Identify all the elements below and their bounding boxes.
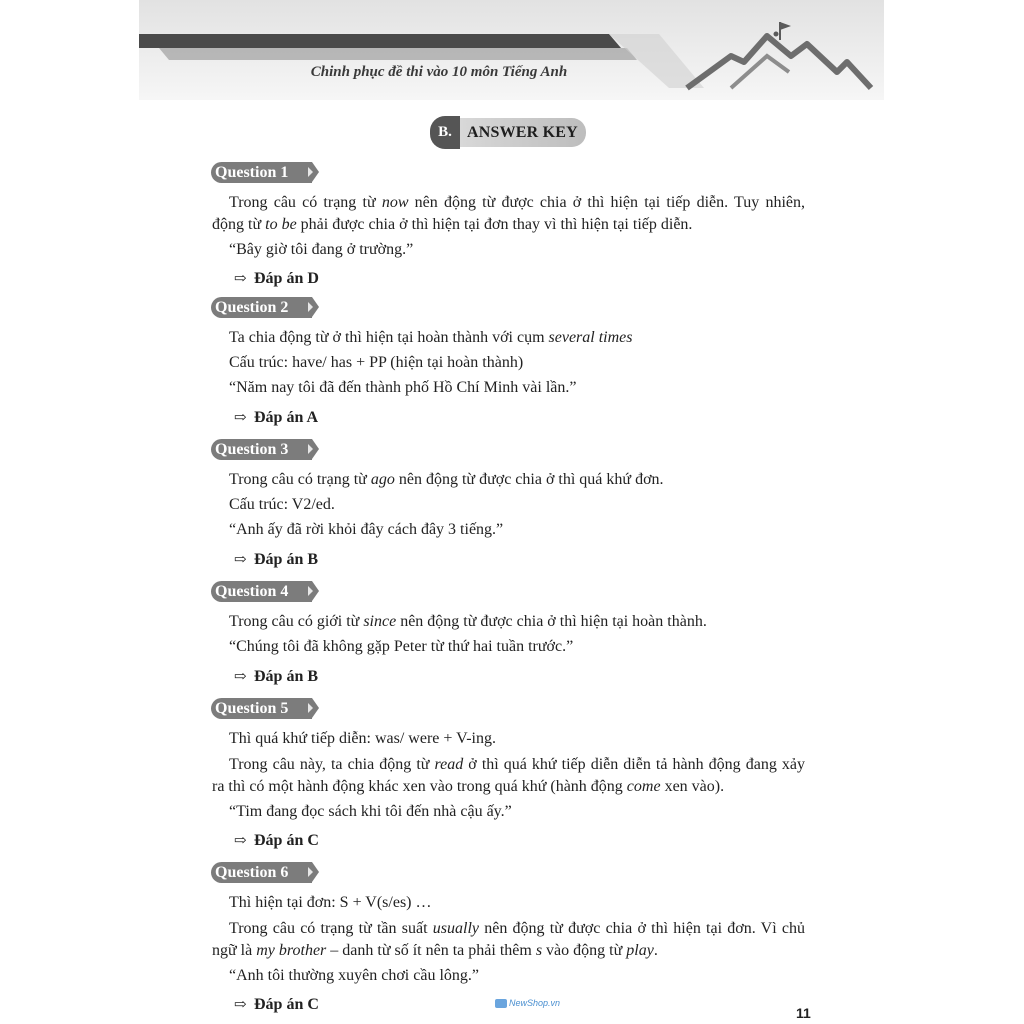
- text-segment: Ta chia động từ ở thì hiện tại hoàn thành với cụm: [229, 329, 549, 346]
- answer-line: [234, 666, 318, 688]
- right-arrow-icon: ⇨: [234, 271, 247, 287]
- explanation-line: [212, 940, 658, 962]
- question-label: [211, 162, 312, 183]
- text-segment: “Bây giờ tôi đang ở trường.”: [229, 241, 414, 258]
- header-title: Chinh phục đề thi vào 10 môn Tiếng Anh: [310, 64, 568, 80]
- text-segment: Trong câu có giới từ: [229, 613, 364, 630]
- explanation-line: [229, 892, 432, 914]
- italic-term: my brother: [256, 942, 327, 959]
- italic-term: play: [626, 942, 654, 959]
- answer-line: [234, 407, 318, 429]
- text-segment: “Anh ấy đã rời khỏi đây cách đây 3 tiếng.”: [229, 521, 504, 538]
- answer-text: Đáp án A: [254, 409, 319, 426]
- text-segment: Thì quá khứ tiếp diễn: was/ were + V-ing.: [229, 730, 496, 747]
- answer-text: Đáp án C: [254, 832, 319, 849]
- explanation-line: [229, 494, 335, 516]
- italic-term: ago: [370, 471, 395, 488]
- text-segment: “Tim đang đọc sách khi tôi đến nhà cậu ấy.”: [229, 803, 512, 820]
- translation-line: [229, 377, 576, 399]
- italic-term: several times: [548, 329, 633, 346]
- answer-line: [234, 268, 319, 290]
- text-segment: – danh từ số ít nên ta phải thêm: [326, 942, 536, 959]
- question-label-text: Question 4: [215, 583, 289, 600]
- explanation-line: [229, 352, 523, 374]
- page-number: 11: [796, 1005, 811, 1021]
- translation-line: [229, 801, 512, 823]
- question-label-text: Question 6: [215, 864, 289, 881]
- question-label-text: Question 3: [215, 441, 289, 458]
- text-segment: .: [653, 942, 658, 959]
- right-arrow-icon: ⇨: [234, 669, 247, 685]
- text-segment: Cấu trúc: V2/ed.: [229, 496, 335, 513]
- answer-text: Đáp án D: [254, 270, 319, 287]
- question-label-text: Question 5: [215, 700, 289, 717]
- answer-text: Đáp án B: [254, 551, 319, 568]
- text-segment: ở thì quá khứ tiếp diễn diễn tả hành động đang xảy: [463, 756, 805, 773]
- text-segment: Trong câu có trạng từ tần suất: [229, 920, 433, 937]
- question-label: [211, 297, 312, 318]
- watermark-text: NewShop.vn: [509, 998, 561, 1008]
- text-segment: động từ: [212, 216, 266, 233]
- answer-line: [234, 549, 318, 571]
- text-segment: vào động từ: [542, 942, 627, 959]
- text-segment: Trong câu này, ta chia động từ: [229, 756, 435, 773]
- answer-text: Đáp án B: [254, 668, 319, 685]
- answer-line: [234, 994, 319, 1016]
- text-segment: Trong câu có trạng từ: [229, 471, 371, 488]
- italic-term: s: [535, 942, 543, 959]
- answer-line: [234, 830, 319, 852]
- explanation-line: [212, 776, 724, 798]
- text-segment: phải được chia ở thì hiện tại đơn thay vì thì hiện tại tiếp diễn.: [296, 216, 693, 233]
- explanation-line: [229, 327, 633, 349]
- question-label: [211, 439, 312, 460]
- text-segment: nên động từ được chia ở thì hiện tại tiếp diễn. Tuy nhiên,: [408, 194, 806, 211]
- text-segment: Trong câu có trạng từ: [229, 194, 382, 211]
- explanation-line: [229, 754, 805, 776]
- header-decoration: [139, 0, 884, 100]
- text-segment: “Anh tôi thường xuyên chơi cầu lông.”: [229, 967, 479, 984]
- italic-term: come: [626, 778, 661, 795]
- explanation-line: [229, 611, 707, 633]
- translation-line: [229, 519, 503, 541]
- question-label: [211, 581, 312, 602]
- translation-line: [229, 239, 413, 261]
- watermark: [495, 998, 560, 1008]
- book-page: [139, 0, 884, 1024]
- text-segment: Thì hiện tại đơn: S + V(s/es) …: [229, 894, 432, 911]
- explanation-line: [212, 214, 692, 236]
- italic-term: now: [381, 194, 409, 211]
- italic-term: read: [434, 756, 464, 773]
- translation-line: [229, 965, 479, 987]
- explanation-line: [229, 728, 496, 750]
- question-label-text: Question 1: [215, 164, 289, 181]
- question-label: [211, 862, 312, 883]
- text-segment: “Chúng tôi đã không gặp Peter từ thứ hai tuần trước.”: [229, 638, 574, 655]
- text-segment: ngữ là: [212, 942, 257, 959]
- right-arrow-icon: ⇨: [234, 833, 247, 849]
- question-label-text: Question 2: [215, 299, 289, 316]
- explanation-line: [229, 192, 805, 214]
- explanation-line: [229, 469, 664, 491]
- italic-term: to be: [265, 216, 297, 233]
- section-title: ANSWER KEY: [460, 118, 586, 147]
- text-segment: xen vào).: [660, 778, 725, 795]
- explanation-line: [229, 918, 805, 940]
- text-segment: “Năm nay tôi đã đến thành phố Hồ Chí Minh vài lần.”: [229, 379, 577, 396]
- page-header: [139, 0, 884, 100]
- right-arrow-icon: ⇨: [234, 410, 247, 426]
- text-segment: nên động từ được chia ở thì hiện tại hoàn thành.: [396, 613, 707, 630]
- translation-line: [229, 636, 573, 658]
- question-label: [211, 698, 312, 719]
- italic-term: since: [363, 613, 397, 630]
- text-segment: Cấu trúc: have/ has + PP (hiện tại hoàn thành): [229, 354, 524, 371]
- text-segment: nên động từ được chia ở thì hiện tại đơn. Vì chủ: [478, 920, 806, 937]
- text-segment: nên động từ được chia ở thì quá khứ đơn.: [394, 471, 664, 488]
- right-arrow-icon: ⇨: [234, 997, 247, 1013]
- italic-term: usually: [432, 920, 479, 937]
- shop-logo-icon: [495, 999, 507, 1008]
- text-segment: ra thì có một hành động khác xen vào trong quá khứ (hành động: [212, 778, 627, 795]
- right-arrow-icon: ⇨: [234, 552, 247, 568]
- section-letter: B.: [430, 116, 460, 149]
- answer-text: Đáp án C: [254, 996, 319, 1013]
